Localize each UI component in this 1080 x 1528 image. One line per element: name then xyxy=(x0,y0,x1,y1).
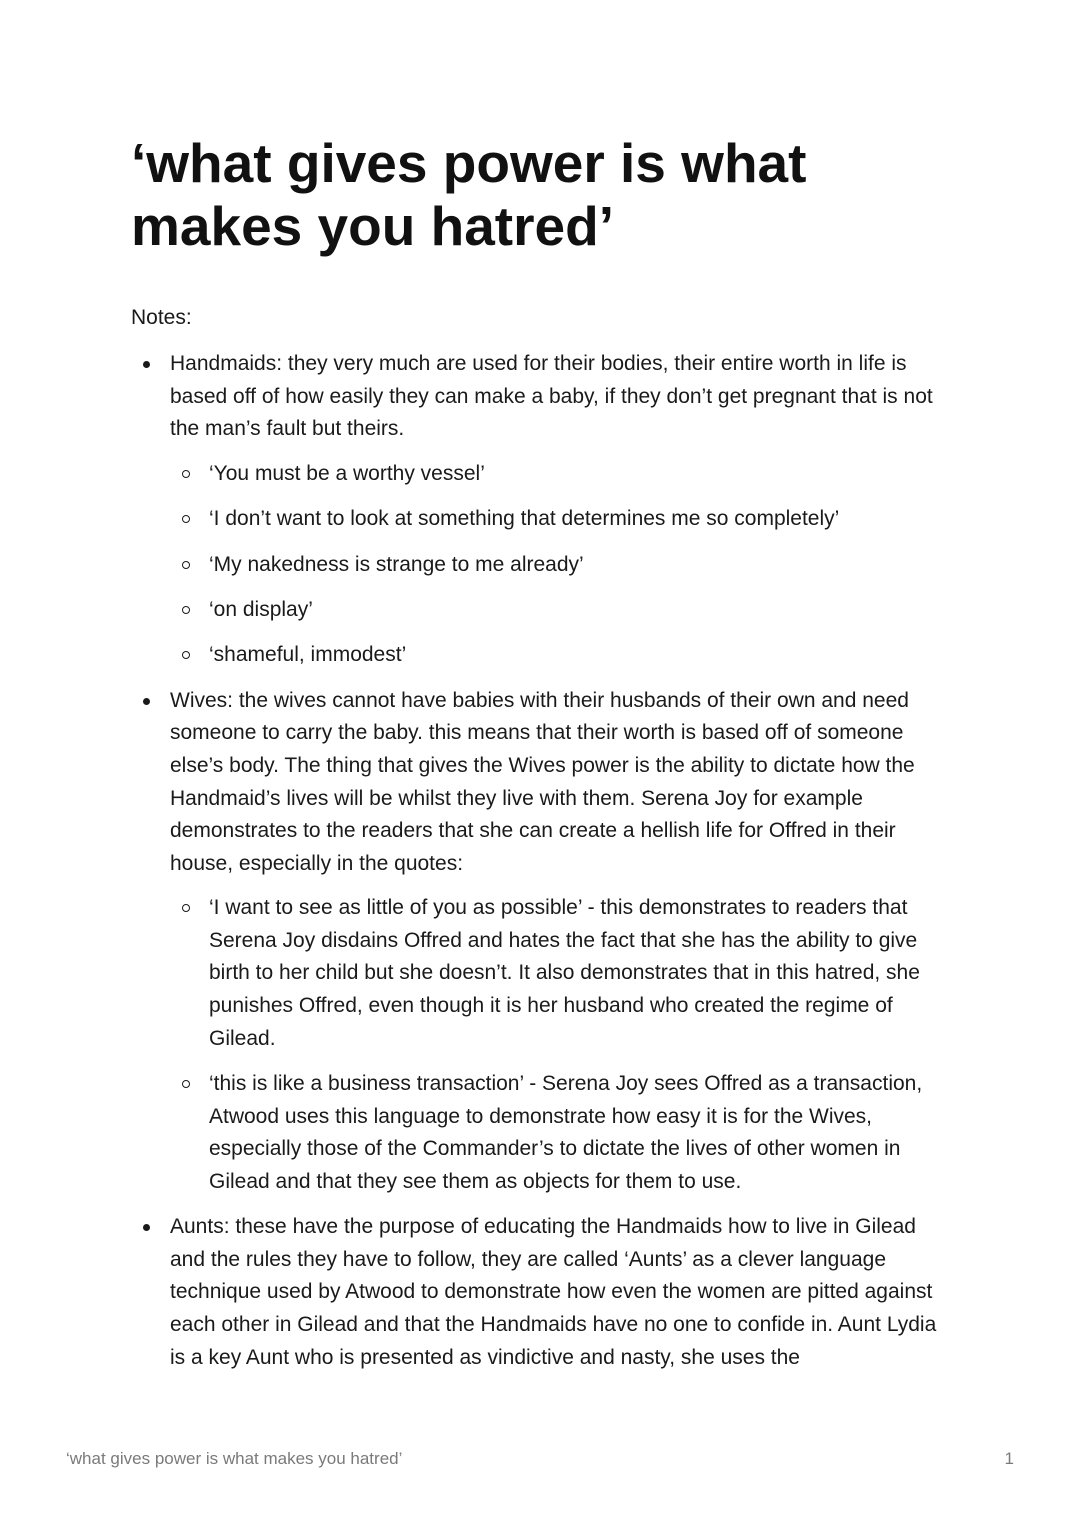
quote-item: ‘shameful, immodest’ xyxy=(170,639,951,672)
section-aunts xyxy=(131,1211,951,1374)
quote-list xyxy=(170,458,951,672)
quote-item: ‘My nakedness is strange to me already’ xyxy=(170,549,951,582)
page-title: ‘what gives power is what makes you hatred’ xyxy=(131,132,807,257)
section-text: Aunts: these have the purpose of educating the Handmaids how to live in Gilead and the rules they have to follow, they are called ‘Aunts’ as a clever language technique used by Atwood to demonstrate how even the women are pitted against each other in Gilead and that the Handmaids have no one to confide in. Aunt Lydia is a key Aunt who is presented as vindictive and nasty, she uses the xyxy=(170,1215,937,1369)
quote-item: ‘You must be a worthy vessel’ xyxy=(170,458,951,491)
section-wives xyxy=(131,685,951,1199)
notes-list xyxy=(131,348,951,1374)
quote-item: ‘this is like a business transaction’ - Serena Joy sees Offred as a transaction, Atwood uses this language to demonstrate how easy it is for the Wives, especially those of the Commander’s to dictate the lives of other women in Gilead and that they see them as objects for them to use. xyxy=(170,1068,951,1198)
section-text: Wives: the wives cannot have babies with their husbands of their own and need someone to carry the baby. this means that their worth is based off of someone else’s body. The thing that gives the Wives power is the ability to dictate how the Handmaid’s lives will be whilst they live with them. Serena Joy for example demonstrates to the readers that she can create a hellish life for Offred in their house, especially in the quotes: xyxy=(170,688,915,875)
quote-list xyxy=(170,892,951,1198)
section-handmaids xyxy=(131,348,951,672)
footer-title: ‘what gives power is what makes you hatred’ xyxy=(66,1449,403,1468)
quote-item: ‘I don’t want to look at something that determines me so completely’ xyxy=(170,503,951,536)
section-text: Handmaids: they very much are used for their bodies, their entire worth in life is based off of how easily they can make a baby, if they don’t get pregnant that is not the man’s fault but theirs. xyxy=(170,352,933,441)
page-number: 1 xyxy=(1004,1449,1014,1468)
quote-item: ‘I want to see as little of you as possible’ - this demonstrates to readers that Serena Joy disdains Offred and hates the fact that she has the ability to give birth to her child but she doesn’t. It also demonstrates that in this hatred, she punishes Offred, even though it is her husband who created the regime of Gilead. xyxy=(170,892,951,1055)
quote-item: ‘on display’ xyxy=(170,594,951,627)
notes-content xyxy=(131,348,951,1386)
notes-label: Notes: xyxy=(131,306,192,329)
